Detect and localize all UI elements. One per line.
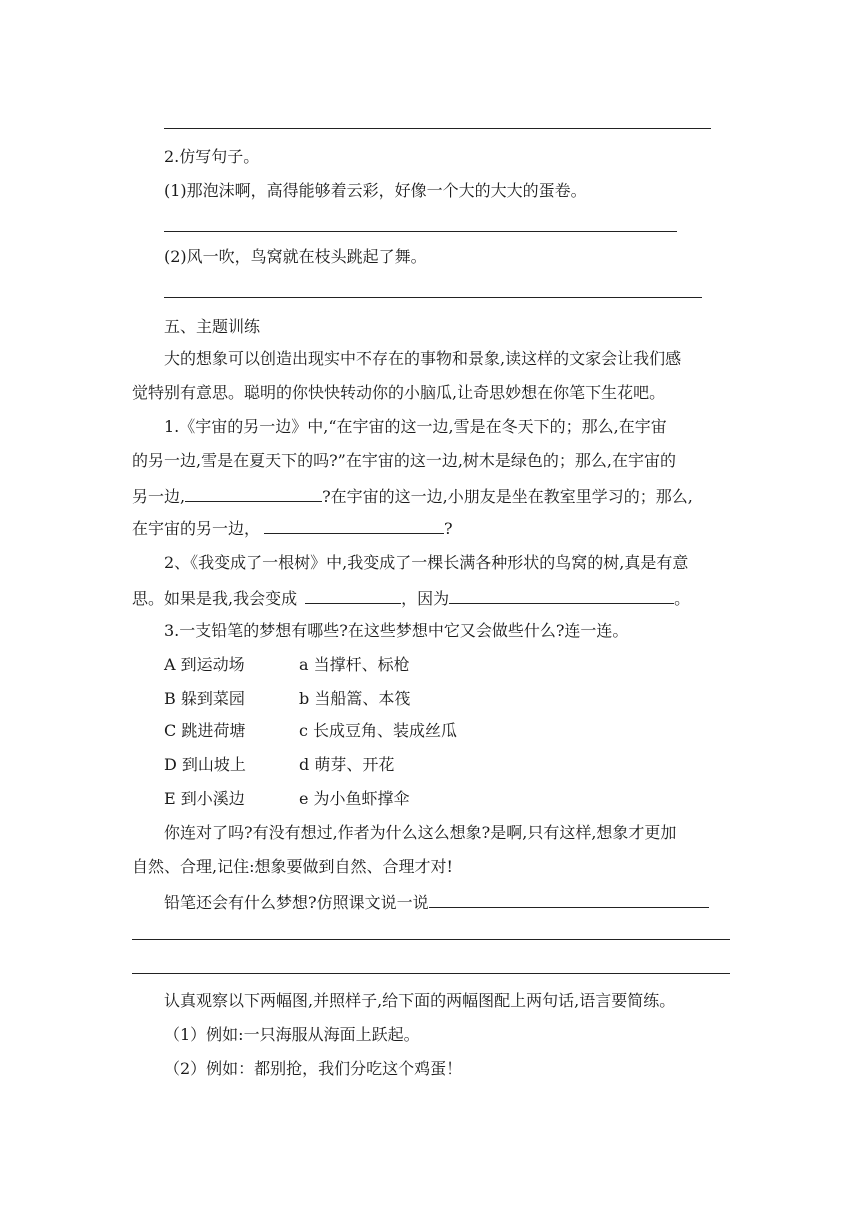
intro-line: 觉特别有意思。聪明的你快快转动你的小脑瓜,让奇思妙想在你笔下生花吧。 (132, 383, 666, 402)
item2-text: 思。如果是我,我会变成 (132, 589, 298, 608)
option-right[interactable]: d 萌芽、开花 (299, 755, 395, 774)
reflect-line: 你连对了吗?有没有想过,作者为什么这么想象?是啊,只有这样,想象才更加 (164, 823, 677, 842)
option-left[interactable]: C 跳进荷塘 (164, 721, 246, 740)
answer-line[interactable] (132, 973, 730, 974)
answer-line[interactable] (164, 128, 711, 129)
q2-title: 2.仿写句子。 (164, 147, 260, 166)
prompt-text: 铅笔还会有什么梦想?仿照课文说一说 (164, 893, 429, 912)
item1-line (132, 516, 453, 540)
item1-text: 在宇宙的另一边， (132, 519, 261, 538)
matching-row[interactable] (164, 788, 410, 810)
section-heading: 五、主题训练 (164, 317, 261, 336)
fill-blank[interactable] (185, 484, 322, 502)
item1-text: 另一边, (132, 487, 186, 506)
matching-row[interactable] (164, 654, 410, 676)
item1-text: ? (444, 519, 453, 538)
fill-blank[interactable] (429, 890, 709, 908)
matching-row[interactable] (164, 754, 394, 776)
fill-blank[interactable] (449, 586, 674, 604)
fill-blank[interactable] (264, 516, 444, 534)
item3-question: 3.一支铅笔的梦想有哪些?在这些梦想中它又会做些什么?连一连。 (164, 621, 629, 640)
q2-sentence-2: (2)风一吹，鸟窝就在枝头跳起了舞。 (164, 247, 427, 266)
example-1: （1）例如:一只海服从海面上跃起。 (164, 1025, 420, 1044)
item2-text: 。 (674, 589, 691, 608)
item1-text: ?在宇宙的这一边,小朋友是坐在教室里学习的；那么, (322, 487, 693, 506)
item1-line (132, 484, 693, 508)
option-left[interactable]: A 到运动场 (164, 655, 245, 674)
prompt-line (164, 890, 709, 914)
answer-line[interactable] (132, 939, 730, 940)
item2-line (132, 586, 690, 610)
matching-row[interactable] (164, 720, 457, 742)
option-left[interactable]: E 到小溪边 (164, 789, 245, 808)
answer-line[interactable] (164, 231, 677, 232)
reflect-line: 自然、合理,记住:想象要做到自然、合理才对! (132, 857, 453, 876)
option-right[interactable]: a 当撑杆、标枪 (299, 655, 410, 674)
option-right[interactable]: b 当船篙、本筏 (299, 689, 411, 708)
option-right[interactable]: e 为小鱼虾撑伞 (299, 789, 410, 808)
picture-instruction: 认真观察以下两幅图,并照样子,给下面的两幅图配上两句话,语言要简练。 (164, 991, 676, 1010)
option-right[interactable]: c 长成豆角、装成丝瓜 (299, 721, 458, 740)
q2-sentence-1: (1)那泡沫啊，高得能够着云彩，好像一个大的大大的蛋卷。 (164, 181, 587, 200)
option-left[interactable]: B 躲到菜园 (164, 689, 245, 708)
intro-line: 大的想象可以创造出现实中不存在的事物和景象,读这样的文家会让我们感 (164, 349, 682, 368)
item2-line: 2、《我变成了一根树》中,我变成了一棵长满各种形状的鸟窝的树,真是有意 (164, 553, 689, 572)
example-2: （2）例如：都别抢，我们分吃这个鸡蛋！ (164, 1059, 463, 1078)
item1-line: 1.《宇宙的另一边》中,“在宇宙的这一边,雪是在冬天下的；那么,在宇宙 (164, 417, 667, 436)
answer-line[interactable] (164, 297, 702, 298)
item1-line: 的另一边,雪是在夏天下的吗?”在宇宙的这一边,树木是绿色的；那么,在宇宙的 (132, 451, 677, 470)
option-left[interactable]: D 到山坡上 (164, 755, 246, 774)
matching-row[interactable] (164, 688, 410, 710)
item2-text: ，因为 (401, 589, 450, 608)
fill-blank[interactable] (305, 586, 401, 604)
